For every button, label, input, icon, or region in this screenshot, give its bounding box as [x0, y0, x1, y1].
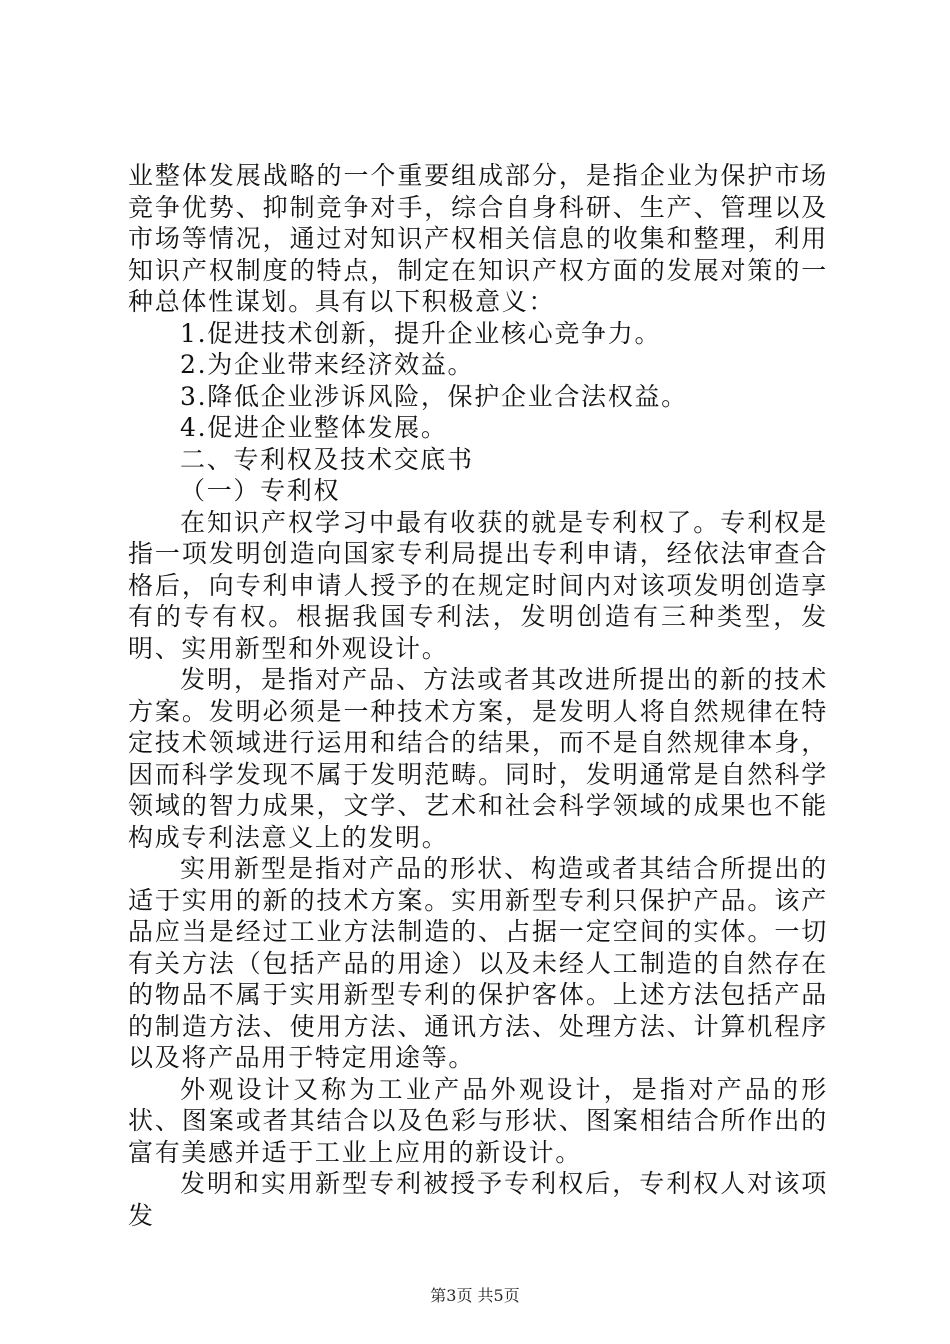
document-body [128, 160, 828, 1231]
paragraph-design: 外观设计又称为工业产品外观设计，是指对产品的形状、图案或者其结合以及色彩与形状、图案相结合所作出的富有美感并适于工业上应用的新设计。 [128, 1074, 828, 1167]
list-item-2: 2.为企业带来经济效益。 [180, 350, 475, 379]
paragraph-patent-right: 在知识产权学习中最有收获的就是专利权了。专利权是指一项发明创造向国家专利局提出专利申请，经依法审查合格后，向专利申请人授予的在规定时间内对该项发明创造享有的专有权。根据我国专利法，发明创造有三种类型，发明、实用新型和外观设计。 [128, 507, 828, 663]
list-item-3: 3.降低企业涉诉风险，保护企业合法权益。 [180, 381, 688, 411]
page-footer: 第3页 共5页 [430, 1286, 520, 1305]
paragraph-utility-model: 实用新型是指对产品的形状、构造或者其结合所提出的适于实用的新的技术方案。实用新型专利只保护产品。该产品应当是经过工业方法制造的、占据一定空间的实体。一切有关方法（包括产品的用途）以及未经人工制造的自然存在的物品不属于实用新型专利的保护客体。上述方法包括产品的制造方法、使用方法、通讯方法、处理方法、计算机程序以及将产品用于特定用途等。 [128, 854, 828, 1072]
list-item-1: 1.促进技术创新，提升企业核心竞争力。 [180, 318, 662, 348]
paragraph-granted-rights: 发明和实用新型专利被授予专利权后，专利权人对该项发 [128, 1169, 828, 1230]
section-heading-patent: 二、专利权及技术交底书 [180, 444, 474, 474]
list-item-4: 4.促进企业整体发展。 [180, 413, 448, 442]
paragraph-strategy-continued: 业整体发展战略的一个重要组成部分，是指企业为保护市场竞争优势、抑制竞争对手，综合自身科研、生产、管理以及市场等情况，通过对知识产权相关信息的收集和整理，利用知识产权制度的特点，制定在知识产权方面的发展对策的一种总体性谋划。具有以下积极意义： [128, 161, 828, 316]
subsection-heading-patent-right: （一）专利权 [180, 476, 341, 505]
paragraph-invention: 发明，是指对产品、方法或者其改进所提出的新的技术方案。发明必须是一种技术方案，是发明人将自然规律在特定技术领域进行运用和结合的结果，而不是自然规律本身，因而科学发现不属于发明范畴。同时，发明通常是自然科学领域的智力成果，文学、艺术和社会科学领域的成果也不能构成专利法意义上的发明。 [128, 665, 828, 852]
